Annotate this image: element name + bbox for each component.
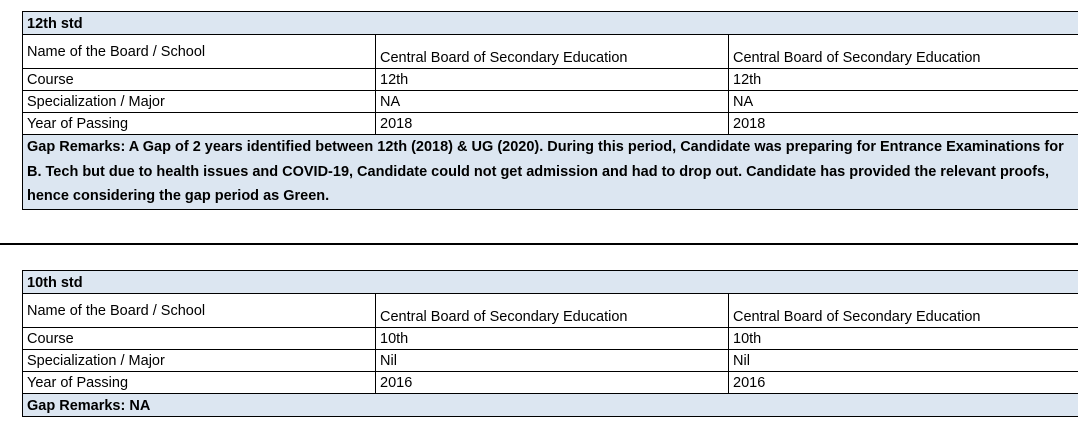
- section-title: 12th std: [23, 12, 1078, 35]
- table-row: [23, 35, 1078, 69]
- row-value: Central Board of Secondary Education: [729, 35, 1078, 69]
- tenth-std-table: [22, 270, 1078, 417]
- row-value: NA: [729, 91, 1078, 113]
- row-value: Central Board of Secondary Education: [376, 294, 729, 328]
- row-value: 2016: [729, 372, 1078, 394]
- row-value: NA: [376, 91, 729, 113]
- row-label: Name of the Board / School: [23, 294, 376, 328]
- row-value: 12th: [376, 69, 729, 91]
- row-value: 2016: [376, 372, 729, 394]
- row-value: 12th: [729, 69, 1078, 91]
- table-row: [23, 113, 1078, 135]
- row-label: Year of Passing: [23, 372, 376, 394]
- row-value: 10th: [376, 328, 729, 350]
- row-label: Course: [23, 328, 376, 350]
- row-label: Course: [23, 69, 376, 91]
- section-title: 10th std: [23, 271, 1078, 294]
- table-row: [23, 328, 1078, 350]
- table-row: [23, 350, 1078, 372]
- row-value: Central Board of Secondary Education: [729, 294, 1078, 328]
- table-row: [23, 294, 1078, 328]
- row-value: Nil: [376, 350, 729, 372]
- row-value: 2018: [376, 113, 729, 135]
- section-divider: [0, 243, 1078, 245]
- gap-remarks: Gap Remarks: A Gap of 2 years identified between 12th (2018) & UG (2020). During this period, Candidate was preparing for Entrance Examinations for B. Tech but due to health issues and COVID-19, Candidate could not get admission and had to drop out. Candidate has provided the relevant proofs, hence considering the gap period as Green.: [23, 135, 1078, 210]
- row-value: Central Board of Secondary Education: [376, 35, 729, 69]
- row-label: Specialization / Major: [23, 350, 376, 372]
- table-row: [23, 372, 1078, 394]
- twelfth-std-section: [22, 11, 1078, 210]
- table-row: [23, 91, 1078, 113]
- row-label: Year of Passing: [23, 113, 376, 135]
- gap-remarks: Gap Remarks: NA: [23, 394, 1078, 417]
- row-value: 2018: [729, 113, 1078, 135]
- twelfth-std-table: [22, 11, 1078, 210]
- table-row: [23, 69, 1078, 91]
- row-value: Nil: [729, 350, 1078, 372]
- row-label: Specialization / Major: [23, 91, 376, 113]
- tenth-std-section: [22, 270, 1078, 417]
- row-label: Name of the Board / School: [23, 35, 376, 69]
- row-value: 10th: [729, 328, 1078, 350]
